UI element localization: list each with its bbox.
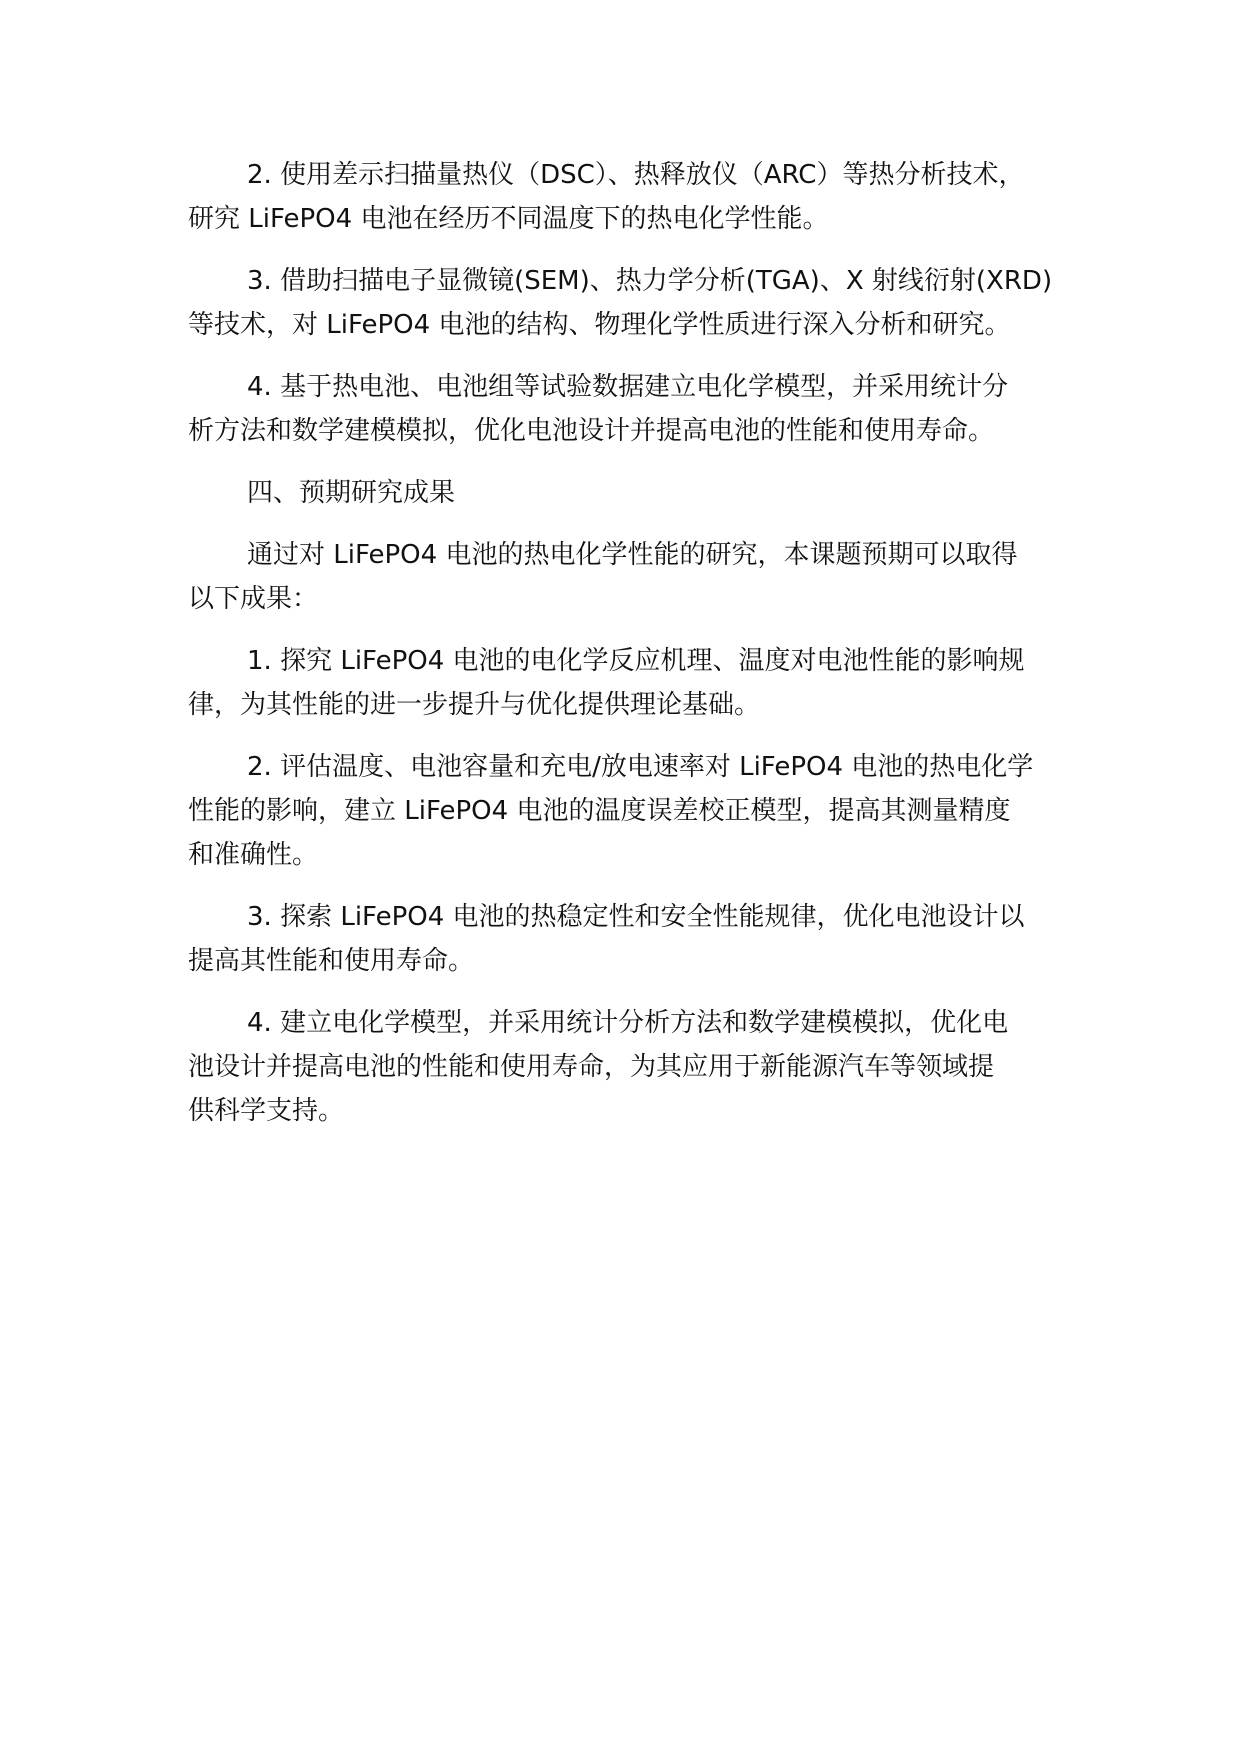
text-line: 4. 建立电化学模型，并采用统计分析方法和数学建模模拟，优化电 xyxy=(247,1008,1009,1038)
text-line: 通过对 LiFePO4 电池的热电化学性能的研究，本课题预期可以取得 xyxy=(247,540,1018,570)
result-item-3 xyxy=(188,895,1088,983)
text-line: 3. 探索 LiFePO4 电池的热稳定性和安全性能规律，优化电池设计以 xyxy=(247,902,1025,932)
document-body xyxy=(188,153,1088,1151)
method-item-2 xyxy=(188,153,1088,241)
text-line: 析方法和数学建模模拟，优化电池设计并提高电池的性能和使用寿命。 xyxy=(188,416,995,446)
method-item-3 xyxy=(188,259,1088,347)
text-line: 律，为其性能的进一步提升与优化提供理论基础。 xyxy=(188,690,761,720)
result-item-1 xyxy=(188,639,1088,727)
text-line: 和准确性。 xyxy=(188,840,319,870)
section-heading: 四、预期研究成果 xyxy=(247,478,456,508)
text-line: 池设计并提高电池的性能和使用寿命，为其应用于新能源汽车等领域提 xyxy=(188,1052,995,1082)
text-line: 研究 LiFePO4 电池在经历不同温度下的热电化学性能。 xyxy=(188,204,829,234)
result-item-2 xyxy=(188,745,1088,877)
result-item-4 xyxy=(188,1001,1088,1133)
text-line: 4. 基于热电池、电池组等试验数据建立电化学模型，并采用统计分 xyxy=(247,372,1009,402)
text-line: 等技术，对 LiFePO4 电池的结构、物理化学性质进行深入分析和研究。 xyxy=(188,310,1011,340)
results-intro xyxy=(188,533,1088,621)
method-item-4 xyxy=(188,365,1088,453)
text-line: 2. 使用差示扫描量热仪（DSC）、热释放仪（ARC）等热分析技术， xyxy=(247,160,1025,190)
text-line: 提高其性能和使用寿命。 xyxy=(188,946,475,976)
text-line: 性能的影响，建立 LiFePO4 电池的温度误差校正模型，提高其测量精度 xyxy=(188,796,1011,826)
text-line: 2. 评估温度、电池容量和充电/放电速率对 LiFePO4 电池的热电化学 xyxy=(247,752,1034,782)
text-line: 3. 借助扫描电子显微镜(SEM)、热力学分析(TGA)、X 射线衍射(XRD) xyxy=(247,266,1053,296)
text-line: 1. 探究 LiFePO4 电池的电化学反应机理、温度对电池性能的影响规 xyxy=(247,646,1025,676)
text-line: 以下成果： xyxy=(188,584,319,614)
text-line: 供科学支持。 xyxy=(188,1096,345,1126)
